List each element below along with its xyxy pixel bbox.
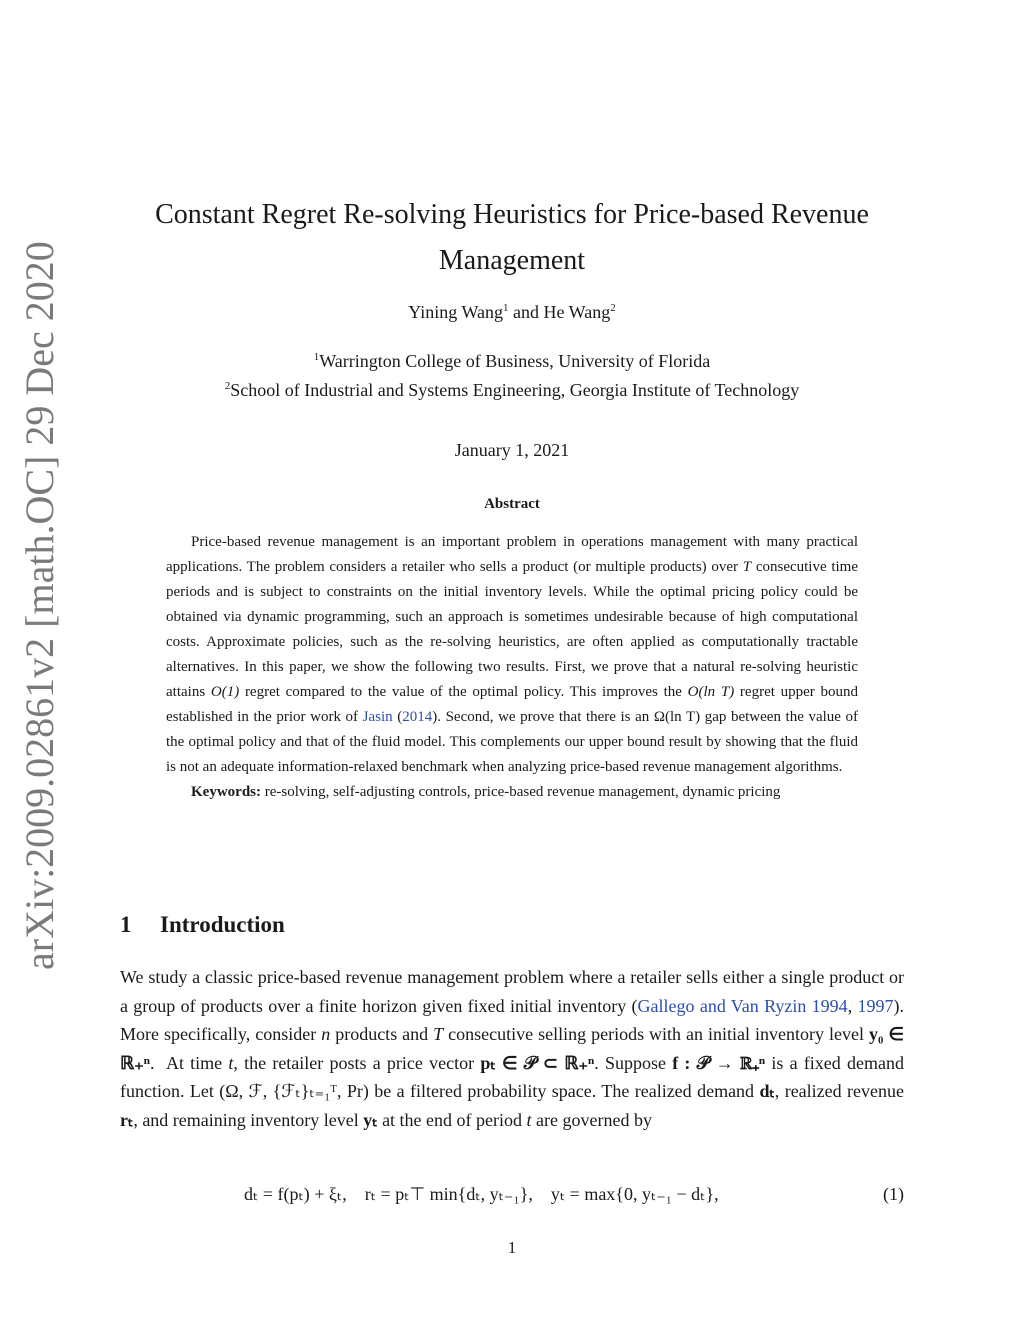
title-line-2: Management — [438, 245, 586, 276]
abstract-text-2: consecutive time periods and is subject to constraints on the initial inventory levels. While the optimal pricing policy could be obtained via dynamic programming, such an approach is sometimes undesirable because of high computational costs. Approximate policies, such as the re-solving heuristics, are often applied as computationally tractable alternatives. In this paper, we show the following two results. First, we prove that a natural re-solving heuristic attains — [166, 559, 858, 700]
intro-math-rt: rₜ — [120, 1109, 134, 1130]
intro-text-1: We study a classic price-based revenue management problem where a retailer sells either a single product or a group of products over a finite horizon given fixed initial inventory ( — [120, 967, 904, 1016]
aff-1-text: Warrington College of Business, University of Florida — [319, 351, 711, 371]
keywords — [166, 780, 858, 805]
section-heading — [120, 912, 285, 938]
section-number: 1 — [120, 912, 132, 937]
intro-text-6: , the retailer posts a price vector — [233, 1052, 481, 1073]
intro-math-y0: y₀ ∈ ℝ₊ⁿ — [120, 1024, 904, 1073]
intro-text-3: products and — [330, 1024, 434, 1044]
citation-jasin-year-link[interactable]: 2014 — [402, 709, 433, 725]
cite-open: ( — [392, 709, 403, 725]
author-separator: and — [508, 302, 544, 322]
intro-var-T: T — [433, 1024, 444, 1044]
intro-math-f: f : 𝒫 → ℝ₊ⁿ — [672, 1052, 766, 1073]
abstract-text-4: regret upper bound established in the prior work of — [166, 684, 858, 725]
affiliation-2 — [0, 380, 1024, 401]
aff-2-text: School of Industrial and Systems Engineering, Georgia Institute of Technology — [230, 380, 800, 400]
abstract-text-1: Price-based revenue management is an important problem in operations management with many practical applications. The problem considers a retailer who sells a product (or multiple products) over — [166, 534, 858, 575]
title-line-1: Constant Regret Re-solving Heuristics for Price-based Revenue — [155, 199, 869, 230]
intro-math-pt: pₜ ∈ 𝒫 ⊂ ℝ₊ⁿ — [480, 1052, 595, 1073]
abstract-var-T: T — [742, 559, 752, 575]
equation-1 — [120, 1184, 904, 1214]
abstract-o1: O(1) — [210, 684, 240, 700]
paper-date: January 1, 2021 — [454, 440, 570, 460]
abstract-paragraph — [166, 530, 858, 780]
intro-math-space: (Ω, ℱ, {ℱₜ}ₜ₌₁ᵀ, Pr) — [219, 1081, 369, 1101]
intro-text-10: , realized revenue — [774, 1081, 905, 1101]
citation-1997-link[interactable]: 1997 — [857, 995, 894, 1016]
author-2-sup: 2 — [610, 302, 616, 314]
abstract-text-3: regret compared to the value of the optimal policy. This improves the — [239, 684, 688, 700]
aff-1-sup: 1 — [313, 351, 320, 363]
intro-text-5: . At time — [150, 1052, 229, 1073]
page-number: 1 — [507, 1238, 517, 1257]
intro-paragraph — [120, 963, 904, 1134]
introduction-body — [120, 963, 904, 1134]
intro-text-4: consecutive selling periods with an initial inventory level — [443, 1024, 869, 1044]
author-1-sup: 1 — [503, 302, 509, 314]
intro-var-t: t — [228, 1052, 234, 1073]
abstract-omega: Ω(ln T) — [653, 709, 701, 725]
citation-jasin-link[interactable]: Jasin — [362, 709, 393, 725]
equation-number: (1) — [883, 1184, 904, 1204]
author-2: He Wang — [543, 302, 611, 322]
affiliation-1 — [0, 351, 1024, 372]
equation-body: dₜ = f(pₜ) + ξₜ, rₜ = pₜ⊤ min{dₜ, yₜ₋₁}, yₜ = max{0, yₜ₋₁ − dₜ}, — [244, 1184, 719, 1204]
abstract-text-6: gap between the value of the optimal policy and that of the fluid model. This complements our upper bound result by showing that the fluid is not an adequate information-relaxed benchmark when analyzing price-based revenue management algorithms. — [166, 709, 859, 775]
cite-close: ) — [432, 709, 438, 725]
intro-text-2: ). More specifically, consider — [120, 995, 904, 1044]
paper-title — [0, 192, 1024, 284]
intro-math-dt: dₜ — [759, 1081, 775, 1101]
citation-gallego-link[interactable]: Gallego and Van Ryzin 1994 — [637, 995, 848, 1016]
abstract-olnT: O(ln T) — [687, 684, 735, 700]
abstract-text-5: . Second, we prove that there is an — [437, 709, 654, 725]
intro-text-9: be a filtered probability space. The realized demand — [368, 1081, 760, 1101]
aff-2-sup: 2 — [224, 380, 231, 392]
intro-text-12: at the end of period — [377, 1109, 527, 1130]
intro-text-13: are governed by — [531, 1109, 652, 1130]
abstract-heading: Abstract — [484, 496, 540, 512]
intro-var-t-2: t — [526, 1109, 532, 1130]
abstract-body — [166, 530, 858, 805]
intro-cite-sep: , — [847, 995, 858, 1016]
arxiv-identifier: arXiv:2009.02861v2 [math.OC] 29 Dec 2020 — [17, 241, 62, 970]
section-title: Introduction — [160, 912, 285, 937]
intro-text-7: . Suppose — [594, 1052, 673, 1073]
author-1: Yining Wang — [408, 302, 504, 322]
intro-var-n: n — [321, 1024, 331, 1044]
authors — [0, 302, 1024, 323]
intro-text-8: is a fixed demand function. Let — [120, 1052, 904, 1101]
keywords-list: re-solving, self-adjusting controls, price-based revenue management, dynamic pricing — [261, 784, 781, 800]
intro-text-11: , and remaining inventory level — [133, 1109, 364, 1130]
intro-math-yt: yₜ — [363, 1109, 378, 1130]
keywords-label: Keywords: — [191, 784, 261, 800]
